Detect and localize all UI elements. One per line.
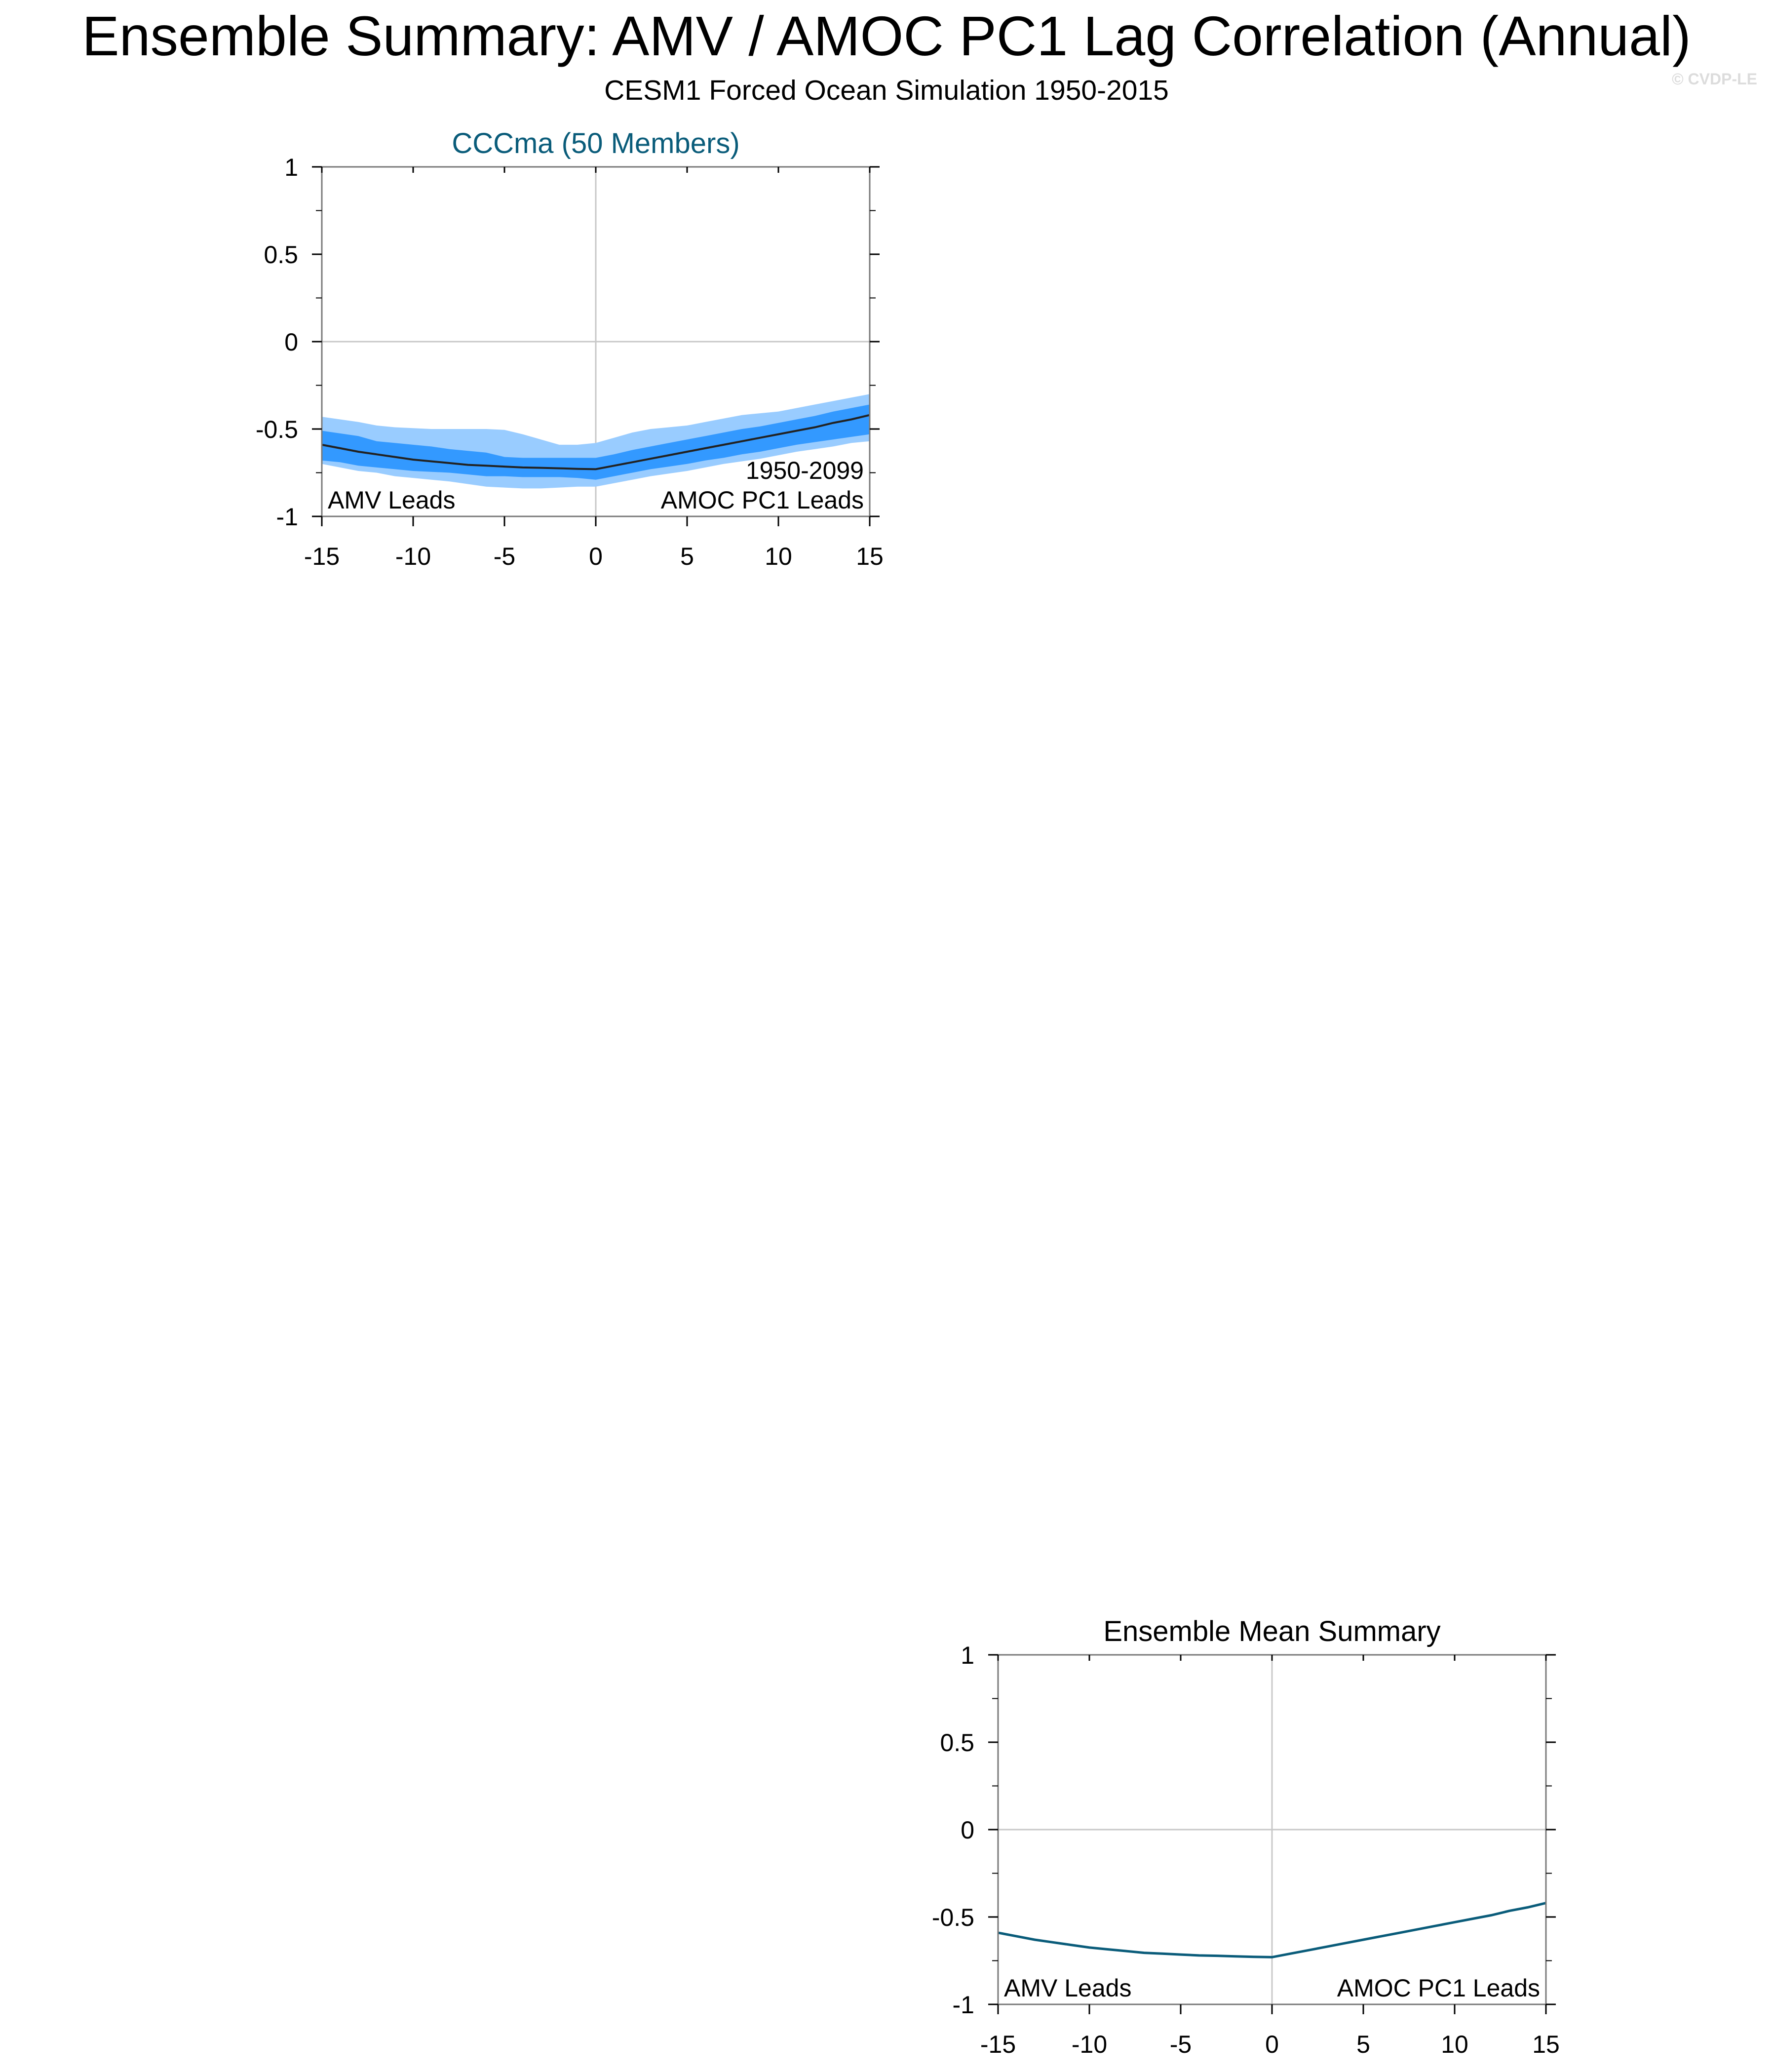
panel-title: Ensemble Mean Summary <box>1103 1615 1441 1647</box>
y-tick-label: -1 <box>276 503 298 531</box>
y-tick-label: 0.5 <box>940 1729 974 1757</box>
y-tick-label: 0 <box>284 328 298 356</box>
summary-panel <box>932 1615 1560 2058</box>
x-tick-label: 10 <box>1441 2031 1468 2058</box>
y-tick-label: -1 <box>952 1991 974 2019</box>
x-tick-label: -10 <box>395 543 431 570</box>
x-tick-label: 15 <box>1532 2031 1560 2058</box>
left-lead-label: AMV Leads <box>1004 1974 1132 2002</box>
page-title: Ensemble Summary: AMV / AMOC PC1 Lag Correlation (Annual) <box>82 5 1691 67</box>
right-lead-label: AMOC PC1 Leads <box>660 486 864 514</box>
left-lead-label: AMV Leads <box>328 486 456 514</box>
y-tick-label: 0.5 <box>264 241 298 269</box>
x-tick-label: 0 <box>1265 2031 1279 2058</box>
period-annotation: 1950-2099 <box>745 457 864 484</box>
x-tick-label: -15 <box>980 2031 1016 2058</box>
y-tick-label: 1 <box>961 1642 974 1669</box>
x-tick-label: -15 <box>304 543 340 570</box>
y-tick-label: -0.5 <box>931 1904 974 1931</box>
x-tick-label: 0 <box>589 543 603 570</box>
page-subtitle: CESM1 Forced Ocean Simulation 1950-2015 <box>604 75 1169 106</box>
watermark: © CVDP-LE <box>1672 70 1757 88</box>
x-tick-label: 5 <box>680 543 694 570</box>
y-tick-label: -0.5 <box>255 416 298 443</box>
y-tick-label: 0 <box>961 1816 974 1844</box>
x-tick-label: 10 <box>765 543 792 570</box>
x-tick-label: 5 <box>1356 2031 1370 2058</box>
x-tick-label: 15 <box>856 543 884 570</box>
y-tick-label: 1 <box>284 154 298 181</box>
x-tick-label: -5 <box>1169 2031 1192 2058</box>
right-lead-label: AMOC PC1 Leads <box>1337 1974 1540 2002</box>
model-panel <box>256 127 884 570</box>
x-tick-label: -10 <box>1071 2031 1108 2058</box>
panel-title: CCCma (50 Members) <box>452 127 740 159</box>
x-tick-label: -5 <box>493 543 516 570</box>
